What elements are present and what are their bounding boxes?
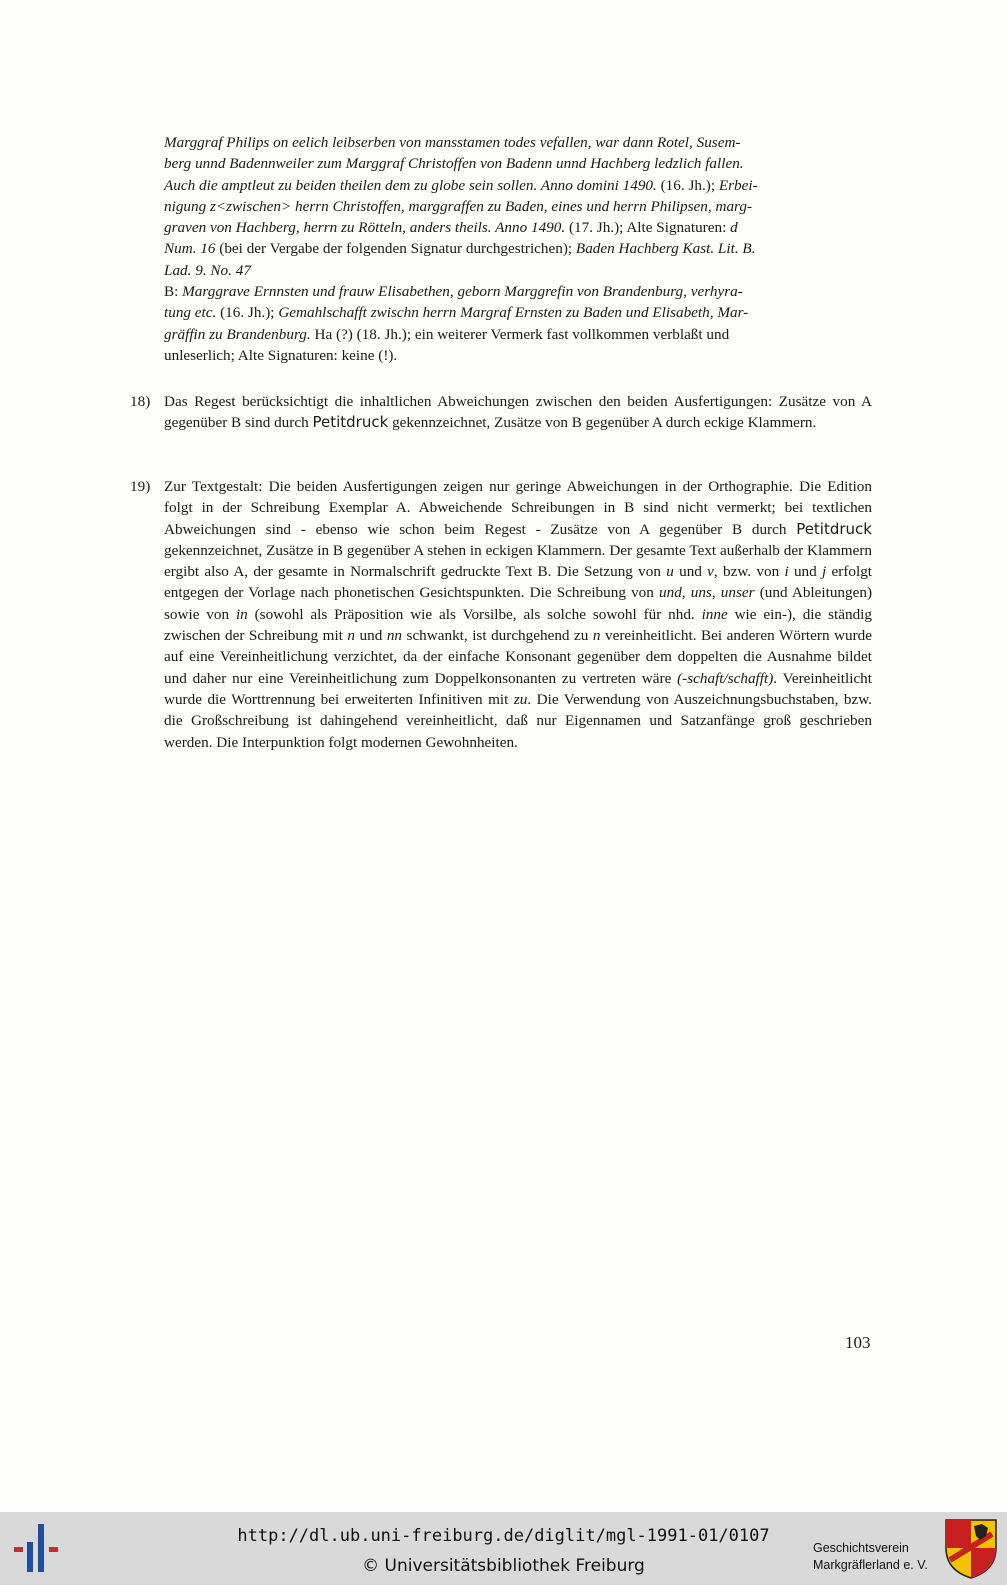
coat-of-arms-icon [944,1518,998,1580]
text-span: gräffin zu Brandenburg. [164,325,311,343]
text-span: (17. Jh.); Alte Signaturen: [565,219,731,237]
text-line: graven von Hachberg, herrn zu Rötteln, anders theils. Anno 1490. [164,219,566,237]
text-line: berg unnd Badennweiler zum Marggraf Christoffen von Badenn unnd Hachberg ledzlich fallen. [164,155,744,173]
text-span: Baden Hachberg Kast. Lit. B. [575,240,756,258]
text-span: (16. Jh.); [216,304,279,322]
text-span: (16. Jh.); [656,176,719,194]
text-span: zu [513,690,528,708]
footnote-continuation [164,132,872,366]
text-line: unleserlich; Alte Signaturen: keine (!). [164,346,398,364]
text-span: schwankt, ist durchgehend zu [402,627,593,645]
petitdruck-sample: Petitdruck [796,519,872,538]
text-span: vereinheitlicht. Bei anderen Wörtern wurde auf eine Vereinheitlichung verzichtet, da der einfache Konsonant gegenüber dem doppelten die Ausnahme bildet und daher nur eine Vereinheitlichung zum Doppelkonsonanten zu vertreten wäre [164,627,873,687]
footer-bar [0,1512,1007,1585]
text-span: und [788,563,823,581]
text-span: in [235,605,248,623]
text-span: Num. 16 [164,240,216,258]
footnote-number: 18) [130,393,151,410]
page-number: 103 [845,1333,871,1352]
text-span: und, uns, unser [659,584,755,602]
text-span: i [784,563,789,581]
signature-a-description [164,132,872,281]
text-span: n [592,627,601,645]
text-span: d [730,219,738,237]
text-span: u [666,563,674,581]
text-span: tung etc. [164,304,217,322]
text-span: (bei der Vergabe der folgenden Signatur durchgestrichen); [215,240,576,258]
footnote-number: 19) [130,478,151,495]
text-span: gekennzeichnet, Zusätze von B gegenüber A durch eckige Klammern. [388,414,817,432]
society-line: Markgräflerland e. V. [813,1558,928,1572]
text-span: gekennzeichnet, Zusätze in B gegenüber A stehen in eckigen Klammern. Der gesamte Text außerhalb der Klammern ergibt also A, der gesamte in Normalschrift gedruckte Text B. Die Setzung von [164,541,872,581]
text-span: j [822,563,827,581]
text-line: Auch die amptleut zu beiden theilen dem zu globe sein sollen. Anno domini 1490. [164,176,657,194]
footnote-body [164,391,872,434]
footnote-19 [130,476,872,753]
text-span: erfolgt entgegen der Vorlage nach phonetischen Gesichtspunkten. Die Schreibung von [164,563,873,602]
signature-b-description [164,281,872,366]
society-name [813,1540,928,1574]
copyright-notice: © Universitätsbibliothek Freiburg [362,1556,645,1576]
text-span: Ha (?) (18. Jh.); ein weiterer Vermerk fast vollkommen verblaßt und [310,325,730,343]
text-line: nigung z<zwischen> herrn Christoffen, marggraffen zu Baden, eines und herrn Philipsen, marg- [164,197,753,215]
text-span: , bzw. von [713,563,785,581]
society-line: Geschichtsverein [813,1541,909,1555]
text-span: Gemahlschafft zwischn herrn Margraf Ernsten zu Baden und Elisabeth, Mar- [278,304,749,322]
text-span: Marggrave Ernnsten und frauw Elisabethen, geborn Marggrefin von Brandenburg, verhyra- [182,283,743,301]
text-line: Marggraf Philips on eelich leibserben von mansstamen todes vefallen, war dann Rotel, Susem- [164,134,741,151]
text-span: inne [701,605,728,623]
text-span: (-schaft/schafft) [677,669,774,687]
text-span: v [707,563,714,581]
text-span: nn [386,627,403,645]
text-span: (sowohl als Präposition wie als Vorsilbe, als solche sowohl für nhd. [247,605,702,623]
text-span: und [355,627,387,645]
source-url[interactable]: http://dl.ub.uni-freiburg.de/diglit/mgl-1991-01/0107 [237,1526,770,1546]
text-span: . Die Verwendung von Auszeichnungsbuchstaben, bzw. die Großschreibung ist dahingehend vereinheitlicht, daß nur Eigennamen und Satzanfänge groß geschrieben werden. Die Interpunktion folgt modernen Gewohnheiten. [164,690,872,751]
footnote-body [164,476,872,753]
text-span: und [673,563,708,581]
text-span: n [347,627,355,645]
text-span: Das Regest berücksichtigt die inhaltlichen Abweichungen zwischen den beiden Ausfertigungen: Zusätze von A gegenüber B sind durch [164,393,872,432]
text-span: B: [164,283,183,301]
footnote-18 [130,391,872,434]
text-span: Zur Textgestalt: Die beiden Ausfertigungen zeigen nur geringe Abweichungen in der Orthographie. Die Edition folgt in der Schreibung Exemplar A. Abweichende Schreibungen in B sind nicht vermerkt; bei textlichen Abweichungen sind - ebenso wie schon beim Regest - Zusätze von A gegenüber B durch [164,478,872,538]
text-line: Lad. 9. No. 47 [164,261,251,279]
text-span: (und Ableitungen) sowie von [164,584,873,623]
text-span: . Vereinheitlicht wurde die Worttrennung bei erweiterten Infinitiven mit [164,669,872,708]
text-span: wie ein-), die ständig zwischen der Schreibung mit [164,605,872,645]
text-span: Erbei- [718,176,758,194]
petitdruck-sample: Petitdruck [312,413,389,432]
